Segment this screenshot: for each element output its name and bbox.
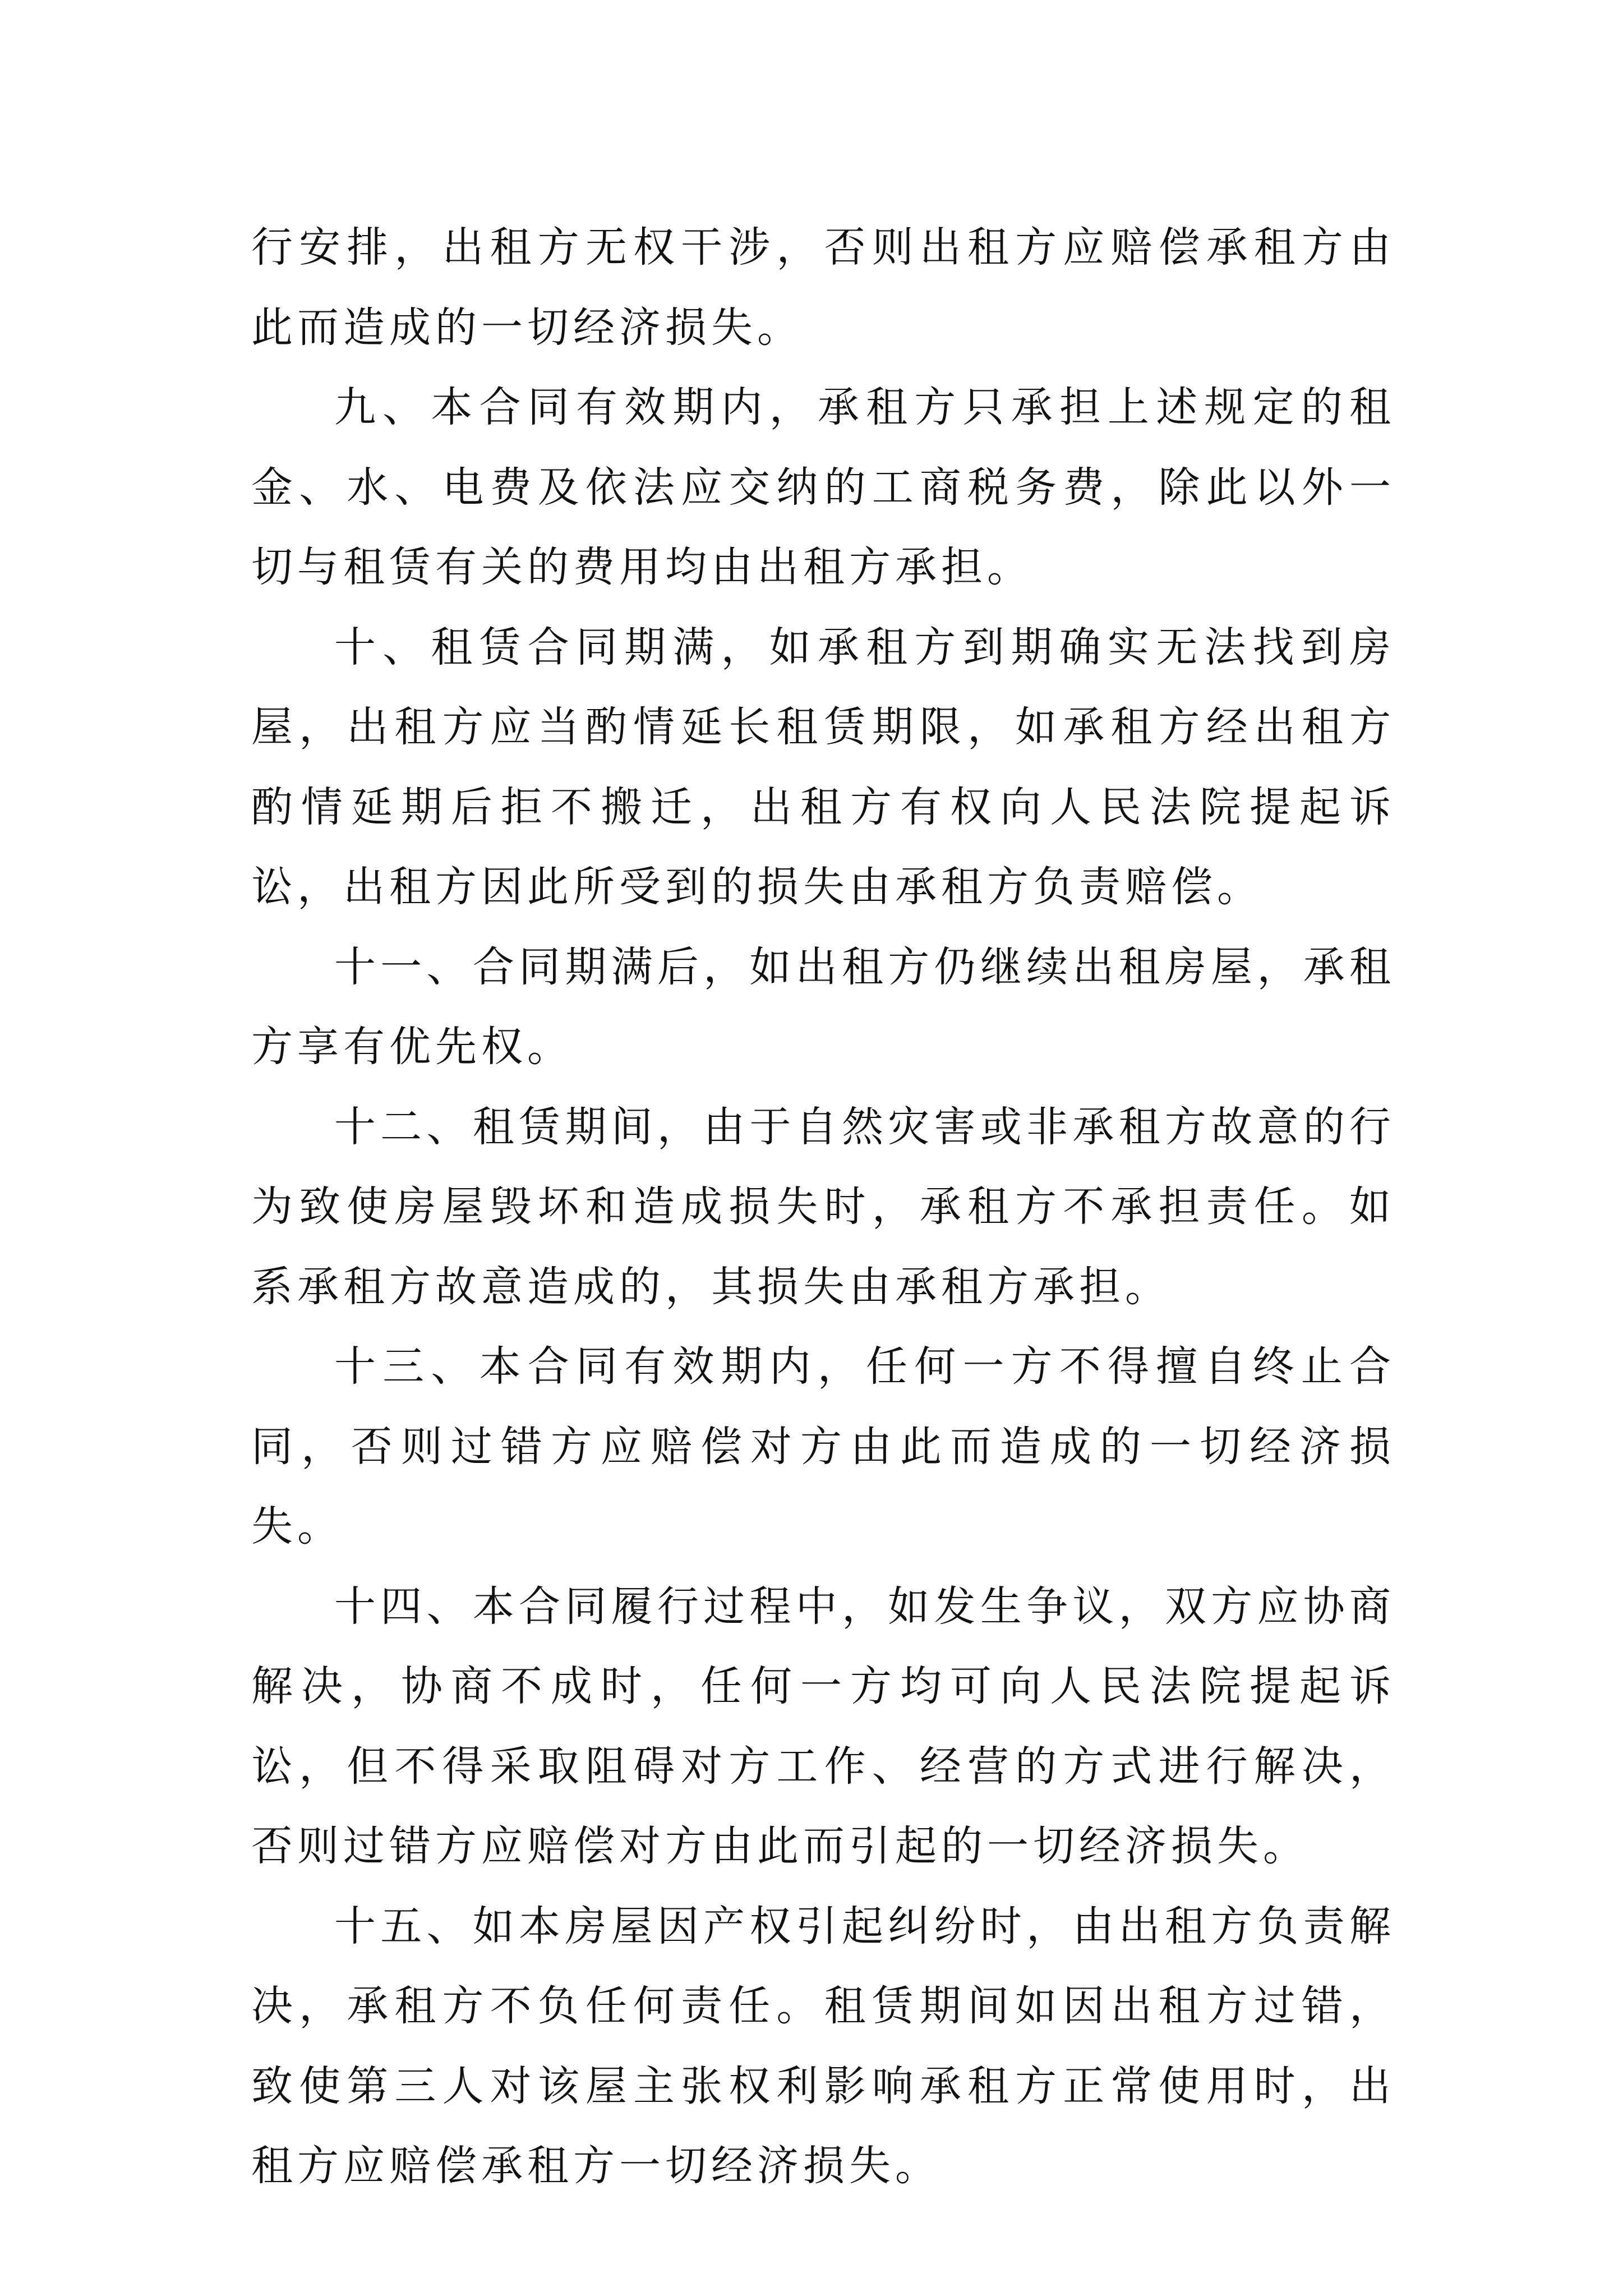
document-body <box>251 208 1395 2206</box>
paragraph-clause-9: 九、本合同有效期内，承租方只承担上述规定的租金、水、电费及依法应交纳的工商税务费，除此以外一切与租赁有关的费用均由出租方承担。 <box>251 383 1395 591</box>
paragraph-clause-15: 十五、如本房屋因产权引起纠纷时，由出租方负责解决，承租方不负任何责任。租赁期间如因出租方过错，致使第三人对该屋主张权利影响承租方正常使用时，出租方应赔偿承租方一切经济损失。 <box>251 1902 1395 2190</box>
paragraph-clause-13: 十三、本合同有效期内，任何一方不得擅自终止合同，否则过错方应赔偿对方由此而造成的一切经济损失。 <box>251 1342 1395 1550</box>
paragraph-clause-10: 十、租赁合同期满，如承租方到期确实无法找到房屋，出租方应当酌情延长租赁期限，如承租方经出租方酌情延期后拒不搬迁，出租方有权向人民法院提起诉讼，出租方因此所受到的损失由承租方负责赔偿。 <box>251 623 1395 911</box>
paragraph-clause-14: 十四、本合同履行过程中，如发生争议，双方应协商解决，协商不成时，任何一方均可向人民法院提起诉讼，但不得采取阻碍对方工作、经营的方式进行解决，否则过错方应赔偿对方由此而引起的一切经济损失。 <box>251 1582 1395 1870</box>
paragraph-continuation: 行安排，出租方无权干涉，否则出租方应赔偿承租方由此而造成的一切经济损失。 <box>251 223 1395 352</box>
paragraph-clause-11: 十一、合同期满后，如出租方仍继续出租房屋，承租方享有优先权。 <box>251 942 1395 1071</box>
paragraph-clause-12: 十二、租赁期间，由于自然灾害或非承租方故意的行为致使房屋毁坏和造成损失时，承租方不承担责任。如系承租方故意造成的，其损失由承租方承担。 <box>251 1102 1395 1311</box>
